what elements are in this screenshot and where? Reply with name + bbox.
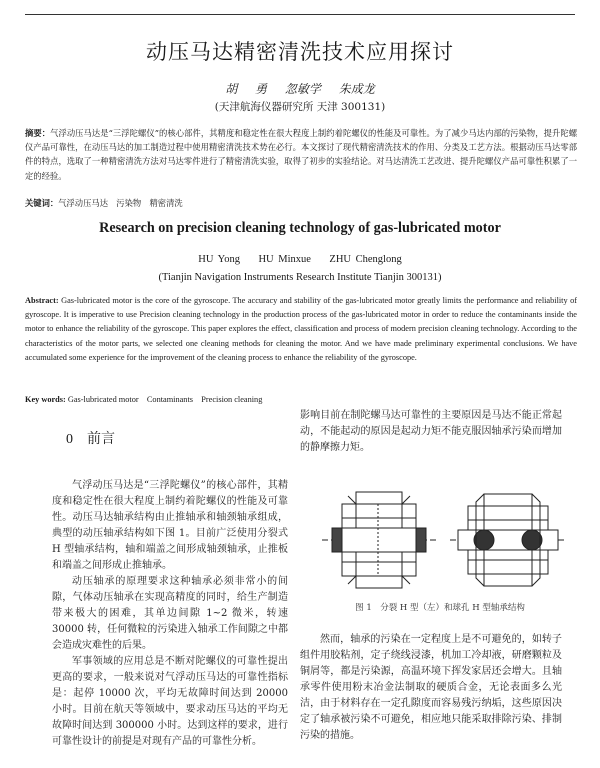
figure-caption: 图 1 分裂 H 型（左）和球孔 H 型轴承结构	[355, 603, 525, 613]
figure-bearing-structures	[318, 488, 566, 592]
abstract-cn-text: 气浮动压马达是“三浮陀螺仪”的核心部件，其精度和稳定性在很大程度上制约着陀螺仪的性能及可靠性。为了减少马达内部的污染物，提升陀螺仪产品可靠性，在动压马达的加工制造过程中使用精密清洗技术势在必行。本文探讨了现代精密清洗技术的作用、分类及工艺方法。根据动压马达零部件的特点，选取了一种精密清洗方法对马达零件进行了精密清洗实验，取得了初步的实验结论。对马达清洗工艺改进、提升陀螺仪产品可靠性积累了一定的经验。	[25, 128, 577, 181]
left-column	[52, 478, 288, 750]
right-paragraph-2: 然而，轴承的污染在一定程度上是不可避免的，如转子组件用胶粘剂，定子绕线浸漆，机加工冷却液，研磨颗粒及铜屑等，都是污染源，高温环境下挥发家居还会增大。且轴承零件使用粉末冶金法制取的硬质合金，无论表面多么光洁，由于材料存在一定孔隙度而容易残污纳垢，这些原因决定了轴承被污染不可避免，相应地只能采取排除污染、排制污染的措施。	[300, 634, 562, 741]
keywords-cn	[25, 196, 577, 210]
authors-cn	[0, 80, 600, 97]
abstract-en-text: Gas-lubricated motor is the core of the gyroscope. The accuracy and stability of the gas-lubricated motor greatly limits the performance and reliability of gyroscope. It is imperative to use Precision cleaning technology in the production process of the gas-lubricated motor in order to reduce the contaminants inside the motor to enhance the reliability of the gyroscope. This paper explores the effect, classification and process of modern precision cleaning technology. According to the characteristics of the motor parts, we selected one cleaning methods for cleaning the motor. And we have made preliminary experimental conclusions. We have accumulated some experience for the improvement of the cleaning process to enhance the reliability of the gyroscope.	[25, 296, 578, 362]
abstract-en	[25, 294, 577, 365]
keywords-en	[25, 393, 577, 407]
right-paragraph-1: 影响目前在制陀螺马达可靠性的主要原因是马达不能正常起动，不能起动的原因是起动力矩不能克服因轴承污染而增加的静摩擦力矩。	[300, 410, 562, 453]
keywords-en-text: Gas-lubricated motor Contaminants Precision cleaning	[67, 395, 263, 404]
page-top-rule	[25, 14, 575, 15]
author-cn-2: 忽敏学	[284, 82, 321, 96]
author-en-1: HU Yong	[198, 254, 240, 265]
authors-en	[0, 254, 600, 265]
spherical-h-bearing-drawing	[450, 494, 564, 586]
paper-title-cn: 动压马达精密清洗技术应用探讨	[146, 40, 454, 64]
author-en-2: HU Minxue	[258, 254, 311, 265]
affiliation-en: (Tianjin Navigation Instruments Research Institute Tianjin 300131)	[158, 272, 442, 283]
section-heading: 0 前言	[66, 432, 115, 447]
abstract-cn-label: 摘要：	[25, 128, 51, 138]
author-cn-1: 胡 勇	[225, 82, 268, 96]
abstract-cn	[25, 126, 577, 183]
author-en-3: ZHU Chenglong	[329, 254, 402, 265]
keywords-cn-label: 关键词：	[25, 198, 59, 208]
author-cn-3: 朱成龙	[338, 82, 375, 96]
split-h-bearing-drawing	[322, 492, 436, 588]
keywords-en-label: Key words:	[25, 395, 66, 404]
left-paragraph-3: 军事领域的应用总是不断对陀螺仪的可靠性提出更高的要求，一般来说对气浮动压马达的可靠性指标是：起停 10000 次，平均无故障时间达到 20000 小时。目前在航天等领域中，要求动压马达的平均无故障时间达到 300000 小时。达到这样的要求，进行可靠性设计的前提是对现有产品的可靠性分析。	[52, 656, 288, 747]
keywords-cn-text: 气浮动压马达 污染物 精密清洗	[58, 198, 183, 208]
left-paragraph-2: 动压轴承的原理要求这种轴承必须非常小的间隙，气体动压轴承在实现高精度的同时，给生产制造带来极大的困难，其单边间隙 1~2 微米，转速 30000 转，任何微粒的污染进入轴承工作间隙之中都会造成灾难性的后果。	[52, 576, 288, 651]
right-column-top	[300, 408, 562, 456]
left-paragraph-1: 气浮动压马达是“三浮陀螺仪”的核心部件，其精度和稳定性在很大程度上制约着陀螺仪的性能及可靠性。动压马达轴承结构由止推轴承和轴颈轴承组成，典型的动压轴承结构如下图 1。目前广泛使用分裂式 H 型轴承结构，轴和端盖之间形成轴颈轴承，止推板和端盖之间形成止推轴承。	[52, 480, 288, 571]
abstract-en-label: Abstract:	[25, 296, 59, 305]
right-column-bottom	[300, 632, 562, 744]
paper-title-en: Research on precision cleaning technology of gas-lubricated motor	[99, 220, 501, 236]
affiliation-cn: (天津航海仪器研究所 天津 300131)	[214, 101, 386, 113]
